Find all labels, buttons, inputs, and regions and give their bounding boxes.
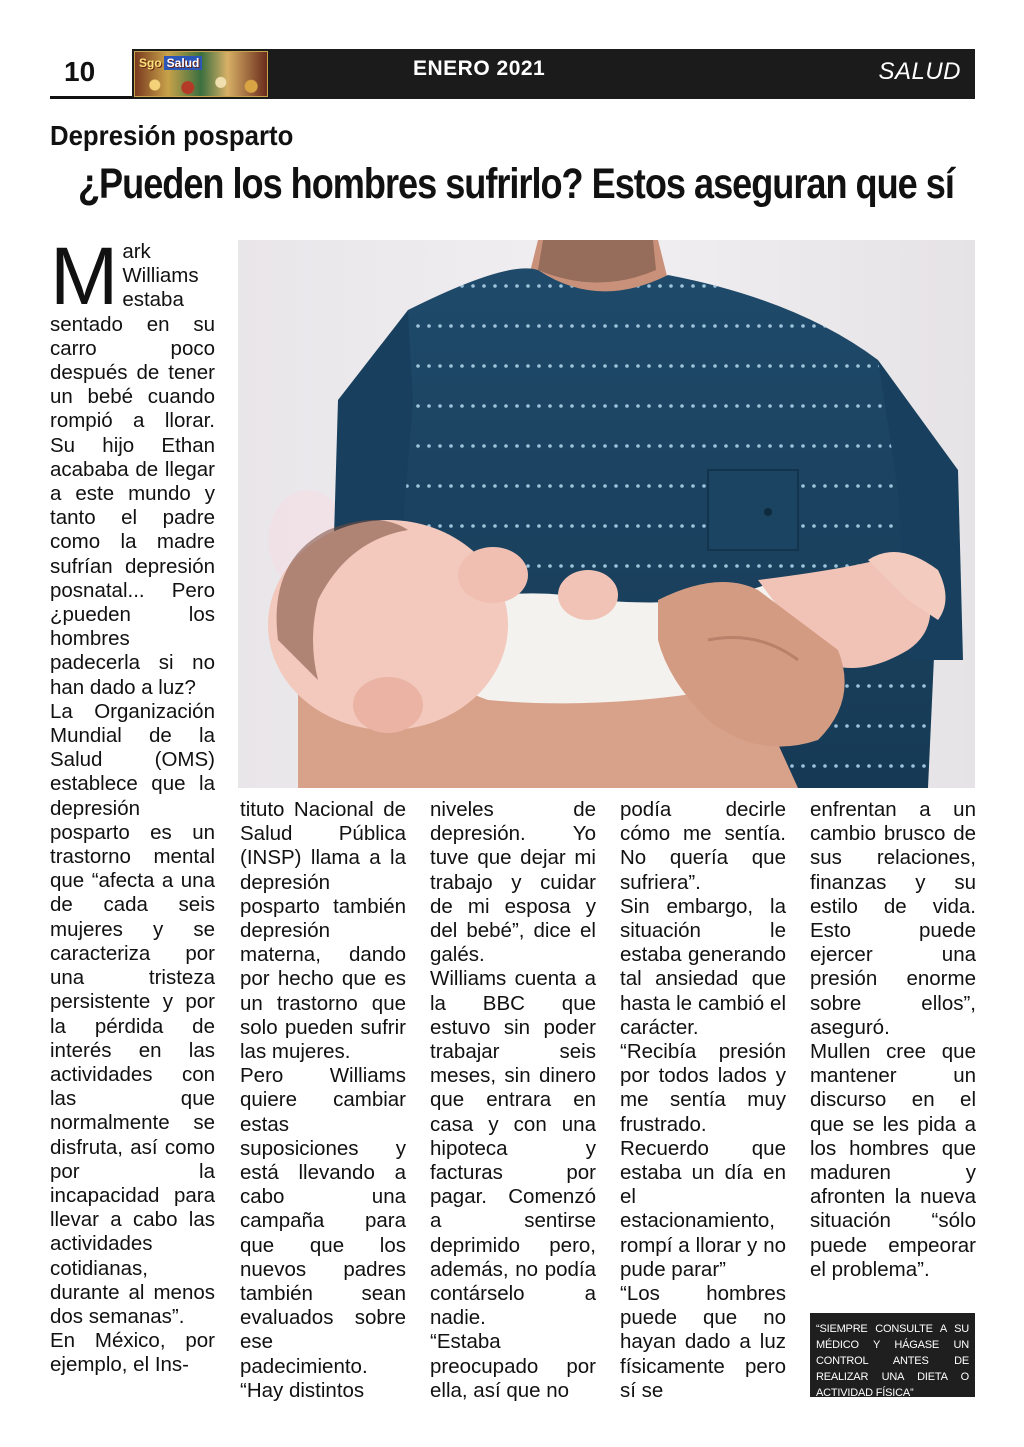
article-column-5 bbox=[810, 798, 976, 1282]
paragraph: “Los hombres puede que no hayan dado a luz físicamente pero sí se bbox=[620, 1282, 786, 1402]
paragraph: tituto Nacional de Salud Pública (INSP) llama a la depresión posparto también depresión materna, dando por hecho que es un trastorno que solo pueden sufrir las mujeres. bbox=[240, 798, 406, 1064]
issue-date: ENERO 2021 bbox=[413, 57, 546, 80]
page-header bbox=[50, 49, 975, 99]
health-disclaimer-box: “SIEMPRE CONSULTE A SU MÉDICO Y HÁGASE UN CONTROL ANTES DE REALIZAR UNA DIETA O ACTIVIDAD FÍSICA” bbox=[810, 1313, 975, 1397]
article-photo bbox=[238, 240, 975, 788]
father-baby-illustration bbox=[238, 240, 975, 788]
article-column-1 bbox=[50, 231, 215, 1378]
logo-text bbox=[139, 56, 202, 70]
paragraph: “Hay distintos bbox=[240, 1378, 365, 1402]
paragraph: niveles de depresión. Yo tuve que dejar mi trabajo y cuidar de mi esposa y del bebé”, dice el galés. bbox=[430, 798, 596, 967]
intro-text: ark Williams estaba sentado en su carro poco después de tener un bebé cuando rompió a llorar. Su hijo Ethan acababa de llegar a este mundo y tanto el padre como la madre sufrían depresión posnatal... Pero ¿pueden los hombres padecerla si no han dado a luz? bbox=[50, 240, 215, 699]
paragraph: Mullen cree que mantener un discurso en el que se les pida a los hombres que maduren y afronten la nueva situación “sólo puede empeorar el problema”. bbox=[810, 1040, 976, 1281]
article-column-4 bbox=[620, 798, 786, 1403]
paragraph: Pero Williams quiere cambiar estas suposiciones y está llevando a cabo una campaña para que que los nuevos padres también sean evaluados sobre ese padecimiento. bbox=[240, 1064, 406, 1378]
logo-decoration bbox=[135, 72, 267, 97]
page-number-box bbox=[50, 49, 132, 99]
paragraph: “Estaba preocupado por ella, así que no bbox=[430, 1330, 596, 1402]
paragraph: La Organización Mundial de la Salud (OMS) establece que la depresión posparto es un trastorno mental que “afecta a una de cada seis mujeres y se caracteriza por una tristeza persistente y por la pérdida de interés en las actividades con las que normalmente se disfruta, así como por la incapacidad para llevar a cabo las actividades cotidianas, durante al menos dos semanas”. bbox=[50, 699, 215, 1328]
logo-text-a: Sgo bbox=[139, 56, 162, 70]
article-column-3 bbox=[430, 798, 596, 1403]
paragraph: enfrentan a un cambio brusco de sus relaciones, finanzas y su estilo de vida. Esto puede ejercer una presión enorme sobre ellos”, aseguró. bbox=[810, 798, 976, 1039]
paragraph: podía decirle cómo me sentía. No quería que sufriera”. bbox=[620, 798, 786, 894]
article-column-2 bbox=[240, 798, 406, 1403]
page-number: 10 bbox=[64, 56, 96, 87]
paragraph-intro bbox=[50, 231, 215, 700]
section-name: SALUD bbox=[878, 58, 961, 85]
paragraph: Sin embargo, la situación le estaba generando tal ansiedad que hasta le cambió el carácter. bbox=[620, 894, 786, 1039]
logo-text-b: Salud bbox=[164, 56, 203, 70]
drop-cap: M bbox=[50, 231, 119, 322]
article-headline: ¿Pueden los hombres sufrirlo? Estos aseguran que sí bbox=[78, 160, 954, 208]
paragraph: “Recibía presión por todos lados y me sentía muy frustrado. Recuerdo que estaba un día en el estacionamiento, rompí a llorar y no pude parar” bbox=[620, 1040, 786, 1281]
paragraph: En México, por ejemplo, el Ins- bbox=[50, 1329, 215, 1377]
article-kicker: Depresión posparto bbox=[50, 120, 294, 151]
paragraph: Williams cuenta a la BBC que estuvo sin poder trabajar seis meses, sin dinero que entrara en casa y con una hipoteca y facturas por pagar. Comenzó a sentirse deprimido pero, además, no podía contárselo a nadie. bbox=[430, 967, 596, 1330]
publication-logo bbox=[134, 51, 268, 97]
